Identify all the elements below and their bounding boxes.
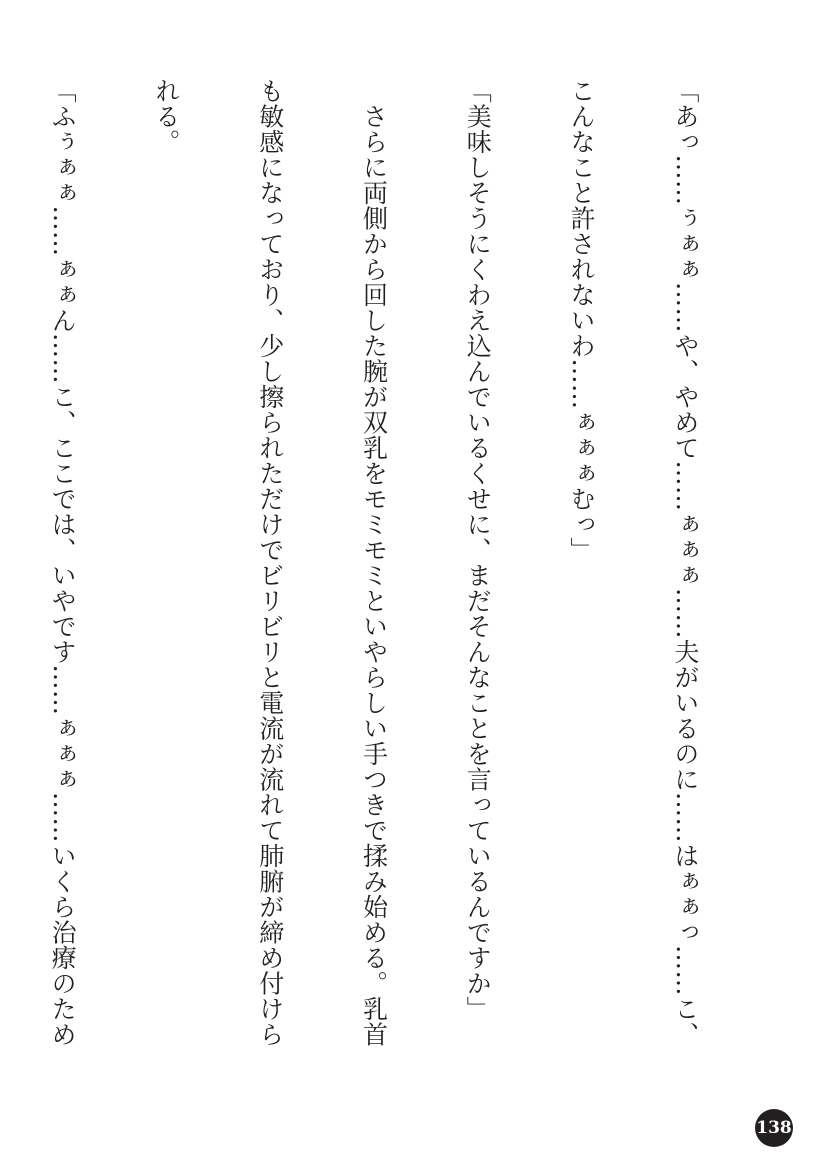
text-line: さらに両側から回した腕が双乳をモミモミといやらしい手つきで揉み始める。乳首 bbox=[359, 78, 389, 1047]
text-line: こんなこと許されないわ……ぁぁぁむっ」 bbox=[567, 78, 597, 563]
text-line: 「ふぅぁぁ……ぁぁん……こ、ここでは、いやです……ぁぁぁ……いくら治療のため bbox=[48, 78, 78, 1047]
text-line: 「あっ……ぅぁぁ……や、やめて……ぁぁぁ……夫がいるのに……はぁぁっ……こ、 bbox=[670, 78, 700, 1047]
text-line: れる。 bbox=[151, 78, 181, 155]
body-text bbox=[48, 78, 771, 1047]
text-line: も敏感になっており、少し擦られただけでビリビリと電流が流れて肺腑が締め付けら bbox=[255, 78, 285, 1047]
page-number-badge: 138 bbox=[755, 1109, 793, 1147]
text-line: 「美味しそうにくわえ込んでいるくせに、まだそんなことを言っているんですか」 bbox=[463, 78, 493, 1022]
